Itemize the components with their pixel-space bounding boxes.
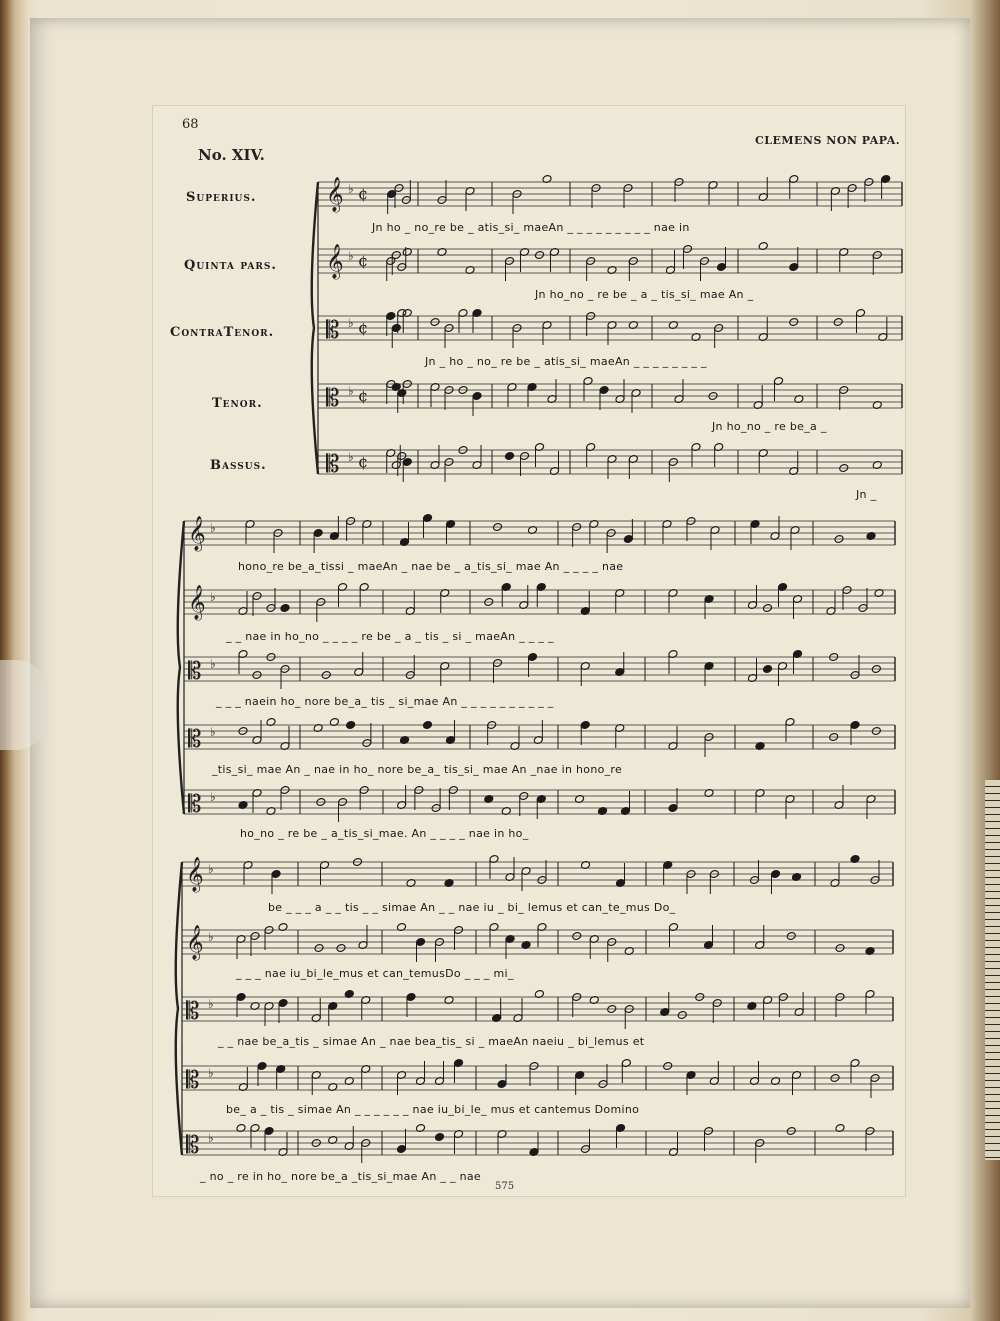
note-head [434, 1133, 444, 1142]
flat-key-signature-icon: ♭ [208, 1066, 214, 1080]
cut-time-icon: ¢ [358, 251, 369, 270]
treble-clef-icon: 𝄞 [186, 925, 204, 960]
note-head [504, 452, 514, 461]
c-clef-icon: 𝄡 [186, 1131, 200, 1159]
lyric-s1-superius: Jn ho _ no_re be _ atis_si_ maeAn _ _ _ _ _ _ _ _ _ nae in [372, 221, 690, 234]
c-clef-icon: 𝄡 [188, 657, 202, 685]
page-number: 68 [182, 117, 199, 132]
note-head [346, 721, 356, 730]
system-brace [312, 182, 318, 474]
note-head [762, 665, 772, 674]
voice-label-contratenor: ContraTenor. [170, 325, 275, 340]
system-brace [178, 521, 184, 814]
note-head [280, 604, 290, 613]
treble-clef-icon: 𝄞 [326, 177, 344, 212]
cut-time-icon: ¢ [358, 318, 369, 337]
c-clef-icon: 𝄡 [326, 316, 340, 344]
lyric-s2-quinta: _ _ nae in ho_no _ _ _ _ re be _ a _ tis _ si _ maeAn _ _ _ _ [226, 630, 554, 643]
flat-key-signature-icon: ♭ [348, 316, 354, 330]
composer-name: CLEMENS NON PAPA. [755, 134, 901, 147]
flat-key-signature-icon: ♭ [210, 521, 216, 535]
lyric-s2-bassus: ho_no _ re be _ a_tis_si_mae. An _ _ _ _ nae in ho_ [240, 827, 529, 840]
lyric-s3-tenor: be_ a _ tis _ simae An _ _ _ _ _ _ nae iu_bi_le_ mus et cantemus Domino [226, 1103, 640, 1116]
flat-key-signature-icon: ♭ [208, 930, 214, 944]
flat-key-signature-icon: ♭ [210, 590, 216, 604]
voice-label-bassus: Bassus. [210, 458, 267, 473]
flat-key-signature-icon: ♭ [348, 450, 354, 464]
treble-clef-icon: 𝄞 [188, 516, 206, 551]
flat-key-signature-icon: ♭ [210, 725, 216, 739]
lyric-s2-superius: hono_re be_a_tissi _ maeAn _ nae be _ a_tis_si_ mae An _ _ _ _ nae [238, 560, 624, 573]
flat-key-signature-icon: ♭ [348, 182, 354, 196]
treble-clef-icon: 𝄞 [326, 244, 344, 279]
cut-time-icon: ¢ [358, 452, 369, 471]
cut-time-icon: ¢ [358, 386, 369, 405]
flat-key-signature-icon: ♭ [208, 997, 214, 1011]
lyric-s3-contratenor: _ _ nae be_a_tis _ simae An _ nae bea_tis_ si _ maeAn naeiu _ bi_lemus et [218, 1035, 645, 1048]
flat-key-signature-icon: ♭ [348, 384, 354, 398]
c-clef-icon: 𝄡 [326, 384, 340, 412]
lyric-s2-contratenor: _ _ _ naein ho_ nore be_a_ tis _ si_mae An _ _ _ _ _ _ _ _ _ _ [216, 695, 554, 708]
lyric-s3-bassus: _ no _ re in ho_ nore be_a _tis_si_mae An _ _ nae [200, 1170, 481, 1183]
cut-time-icon: ¢ [358, 184, 369, 203]
lyric-s1-quinta: Jn ho_no _ re be _ a _ tis_si_ mae An _ [535, 288, 754, 301]
system-brace [176, 862, 182, 1155]
voice-label-superius: Superius. [186, 190, 257, 205]
c-clef-icon: 𝄡 [188, 790, 202, 818]
flat-key-signature-icon: ♭ [208, 1131, 214, 1145]
lyric-s1-contratenor: Jn _ ho _ no_ re be _ atis_si_ maeAn _ _ _ _ _ _ _ _ [425, 355, 707, 368]
flat-key-signature-icon: ♭ [348, 249, 354, 263]
note-head [422, 721, 432, 730]
plate-number: 575 [495, 1181, 515, 1192]
c-clef-icon: 𝄡 [326, 450, 340, 478]
piece-number: No. XIV. [198, 146, 265, 164]
c-clef-icon: 𝄡 [188, 725, 202, 753]
lyric-s2-tenor: _tis_si_ mae An _ nae in ho_ nore be_a_ tis_si_ mae An _nae in hono_re [212, 763, 623, 776]
lyric-s1-bassus: Jn _ [856, 488, 877, 501]
flat-key-signature-icon: ♭ [210, 657, 216, 671]
lyric-s3-superius: be _ _ _ a _ _ tis _ _ simae An _ _ nae iu _ bi_ lemus et can_te_mus Do_ [268, 901, 676, 914]
lyric-s1-tenor: Jn ho_no _ re be_a _ [712, 420, 827, 433]
lyric-s3-quinta: _ _ _ nae iu_bi_le_mus et can_temusDo _ _ _ mi_ [236, 967, 514, 980]
c-clef-icon: 𝄡 [186, 997, 200, 1025]
voice-label-quinta-pars: Quinta pars. [184, 258, 277, 273]
voice-label-tenor: Tenor. [212, 396, 263, 411]
treble-clef-icon: 𝄞 [188, 585, 206, 620]
flat-key-signature-icon: ♭ [210, 790, 216, 804]
flat-key-signature-icon: ♭ [208, 862, 214, 876]
treble-clef-icon: 𝄞 [186, 857, 204, 892]
c-clef-icon: 𝄡 [186, 1066, 200, 1094]
